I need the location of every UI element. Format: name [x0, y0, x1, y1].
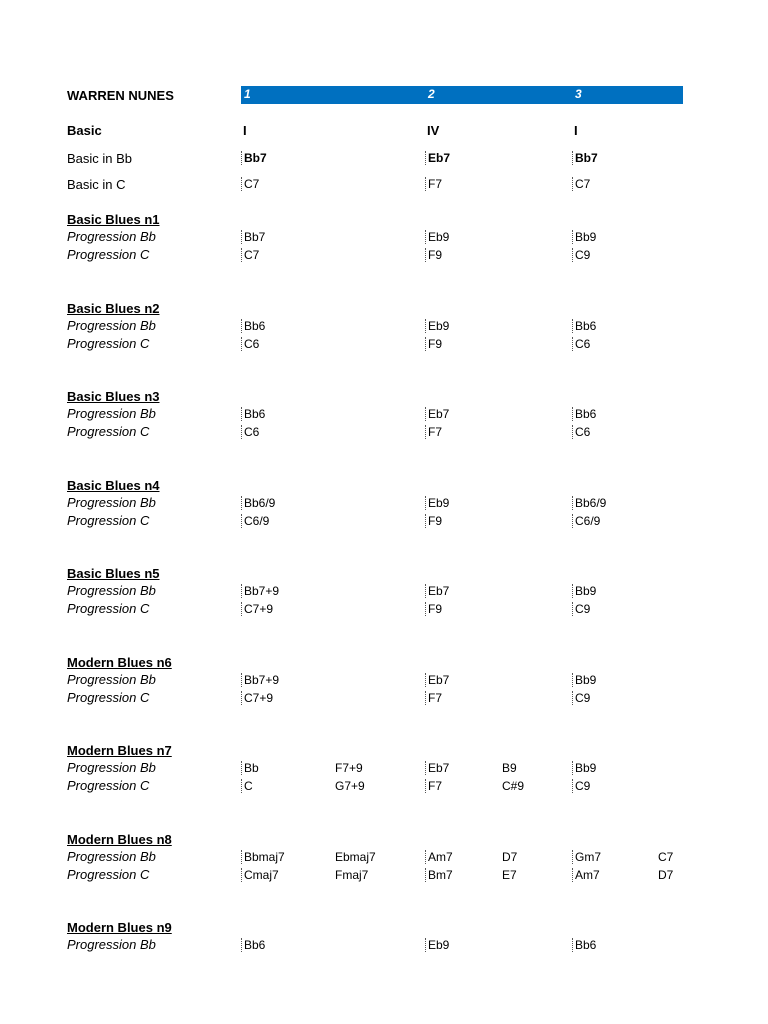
chord-cell: F9	[425, 248, 442, 262]
chord-cell: Gm7	[572, 850, 601, 864]
chord-cell: Bb7	[241, 230, 265, 244]
section-title: Modern Blues n9	[67, 920, 172, 935]
chord-cell: C7+9	[241, 602, 273, 616]
chord-cell: Bb9	[572, 584, 596, 598]
chord-cell: Bb6	[241, 407, 265, 421]
chord-cell: Eb7	[425, 761, 449, 775]
chord-cell: Eb9	[425, 496, 449, 510]
chord-cell: Bb6	[572, 319, 596, 333]
chord-cell: B9	[502, 761, 517, 775]
chord-cell: Bb7	[241, 151, 267, 165]
chord-cell: C9	[572, 691, 590, 705]
chord-cell: Bb7+9	[241, 673, 279, 687]
chord-cell: C7	[241, 248, 259, 262]
progression-bb-label: Progression Bb	[67, 849, 156, 864]
chord-cell: F9	[425, 602, 442, 616]
chord-cell: F7+9	[335, 761, 363, 775]
progression-c-label: Progression C	[67, 247, 150, 262]
chord-cell: Bb9	[572, 230, 596, 244]
chord-cell: C6/9	[572, 514, 600, 528]
chord-cell: Bb9	[572, 761, 596, 775]
chord-cell: Bb6	[572, 407, 596, 421]
column-number-3: 3	[575, 87, 582, 101]
chord-cell: C7+9	[241, 691, 273, 705]
progression-bb-label: Progression Bb	[67, 672, 156, 687]
section-title: Modern Blues n6	[67, 655, 172, 670]
progression-bb-label: Progression Bb	[67, 937, 156, 952]
section-title: Basic Blues n1	[67, 212, 160, 227]
progression-c-label: Progression C	[67, 513, 150, 528]
chord-cell: C#9	[502, 779, 525, 793]
basic-label: Basic	[67, 123, 102, 138]
chord-cell: Eb7	[425, 407, 449, 421]
progression-bb-label: Progression Bb	[67, 229, 156, 244]
chord-cell: Eb7	[425, 584, 449, 598]
chord-cell: C7	[658, 850, 674, 864]
chord-cell: Bb7	[572, 151, 598, 165]
progression-c-label: Progression C	[67, 778, 150, 793]
chord-cell: Bb6/9	[241, 496, 275, 510]
chord-cell: F7	[425, 691, 442, 705]
column-number-1: 1	[244, 87, 251, 101]
progression-bb-label: Progression Bb	[67, 760, 156, 775]
chord-cell: F7	[425, 779, 442, 793]
progression-c-label: Progression C	[67, 601, 150, 616]
chord-cell: Fmaj7	[335, 868, 369, 882]
chord-cell: D7	[502, 850, 518, 864]
basic-in-bb-label: Basic in Bb	[67, 151, 133, 166]
chord-cell: Bbmaj7	[241, 850, 285, 864]
chord-cell: C9	[572, 248, 590, 262]
section-title: Modern Blues n8	[67, 832, 172, 847]
section-title: Basic Blues n3	[67, 389, 160, 404]
chord-cell: E7	[502, 868, 517, 882]
progression-c-label: Progression C	[67, 867, 150, 882]
chord-cell: Bb6	[572, 938, 596, 952]
chord-cell: Bb6/9	[572, 496, 606, 510]
header-bar	[241, 86, 683, 104]
chord-cell: F9	[425, 337, 442, 351]
section-title: Modern Blues n7	[67, 743, 172, 758]
chord-cell: C6	[241, 337, 259, 351]
chord-cell: Ebmaj7	[335, 850, 376, 864]
chord-cell: Bb	[241, 761, 259, 775]
chord-cell: C7	[572, 177, 590, 191]
roman-numeral: I	[574, 123, 578, 138]
chord-cell: Bb6	[241, 319, 265, 333]
section-title: Basic Blues n4	[67, 478, 160, 493]
roman-numeral: I	[243, 123, 247, 138]
roman-numeral: IV	[427, 123, 440, 138]
chord-cell: Eb7	[425, 151, 450, 165]
chord-cell: C	[241, 779, 253, 793]
chord-cell: F7	[425, 425, 442, 439]
chord-cell: Eb9	[425, 319, 449, 333]
progression-bb-label: Progression Bb	[67, 495, 156, 510]
basic-in-c-label: Basic in C	[67, 177, 126, 192]
chord-cell: Eb9	[425, 938, 449, 952]
chord-cell: F7	[425, 177, 442, 191]
progression-bb-label: Progression Bb	[67, 318, 156, 333]
progression-bb-label: Progression Bb	[67, 406, 156, 421]
progression-c-label: Progression C	[67, 690, 150, 705]
chord-cell: Cmaj7	[241, 868, 279, 882]
chord-cell: C6	[572, 337, 590, 351]
chord-cell: C6	[241, 425, 259, 439]
chord-cell: C6	[572, 425, 590, 439]
page-title: WARREN NUNES	[67, 88, 174, 103]
progression-c-label: Progression C	[67, 424, 150, 439]
section-title: Basic Blues n5	[67, 566, 160, 581]
progression-bb-label: Progression Bb	[67, 583, 156, 598]
chord-cell: C9	[572, 602, 590, 616]
chord-cell: F9	[425, 514, 442, 528]
chord-cell: C9	[572, 779, 590, 793]
section-title: Basic Blues n2	[67, 301, 160, 316]
chord-cell: D7	[658, 868, 674, 882]
chord-cell: G7+9	[335, 779, 365, 793]
chord-cell: Bb7+9	[241, 584, 279, 598]
chord-cell: Am7	[425, 850, 453, 864]
chord-cell: Bb6	[241, 938, 265, 952]
chord-cell: C7	[241, 177, 259, 191]
chord-cell: Eb9	[425, 230, 449, 244]
column-number-2: 2	[428, 87, 435, 101]
chord-cell: Bm7	[425, 868, 453, 882]
chord-cell: Bb9	[572, 673, 596, 687]
progression-c-label: Progression C	[67, 336, 150, 351]
chord-cell: C6/9	[241, 514, 269, 528]
chord-cell: Eb7	[425, 673, 449, 687]
chord-cell: Am7	[572, 868, 600, 882]
